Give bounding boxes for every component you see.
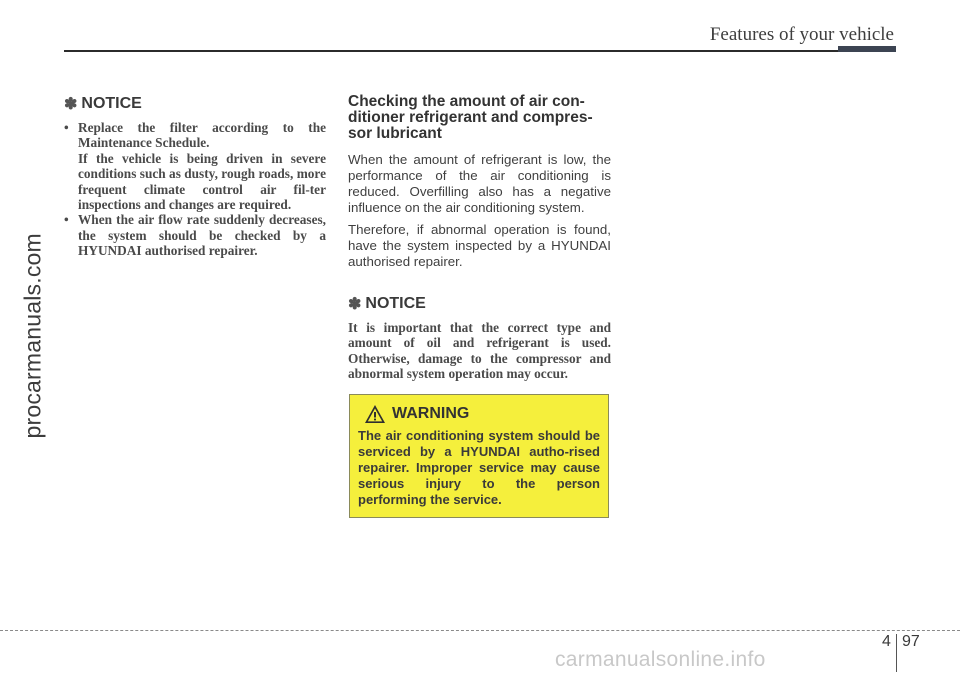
page-divider <box>896 634 897 672</box>
warning-heading <box>364 404 600 424</box>
list-item <box>64 212 326 258</box>
section-title: Checking the amount of air con-ditioner refrigerant and compres-sor lubricant <box>348 93 593 142</box>
bullet-icon: • <box>64 120 69 135</box>
bullet-text: If the vehicle is being driven in severe conditions such as dusty, rough roads, more frequent climate control air fil-ter inspections and changes are required. <box>78 150 326 213</box>
middle-column <box>348 94 611 382</box>
warning-triangle-icon <box>364 404 386 424</box>
bullet-icon: • <box>64 212 69 228</box>
spacer <box>348 276 611 294</box>
header-rule <box>64 50 839 52</box>
warning-title: WARNING <box>392 405 470 422</box>
left-notice-heading <box>64 94 326 114</box>
left-column <box>64 94 326 259</box>
warning-text: The air conditioning system should be serviced by a HYUNDAI autho-rised repairer. Improper service may cause serious injury to the person performing the service. <box>358 428 600 507</box>
notice-star-icon: ✽ <box>64 96 78 113</box>
bottom-watermark: carmanualsonline.info <box>555 648 766 671</box>
list-item <box>64 120 326 212</box>
section-paragraph: When the amount of refrigerant is low, the performance of the air conditioning is reduced. Overfilling also has a negative influence on the air conditioning system. <box>348 152 611 215</box>
section-paragraph: Therefore, if abnormal operation is found, have the system inspected by a HYUNDAI authorised repairer. <box>348 222 611 269</box>
mid-notice-heading <box>348 294 611 314</box>
footer-rule <box>0 630 960 631</box>
mid-notice-title: NOTICE <box>365 295 426 312</box>
warning-box <box>349 394 609 518</box>
header-tab-bar <box>838 46 896 52</box>
page-number: 97 <box>902 633 920 650</box>
bullet-text: When the air flow rate suddenly decreases, the system should be checked by a HYUNDAI authorised repairer. <box>78 212 326 259</box>
page-header-title: Features of your vehicle <box>709 24 894 45</box>
mid-notice-text: It is important that the correct type and amount of oil and refrigerant is used. Otherwise, damage to the compressor and abnormal system operation may occur. <box>348 320 611 382</box>
bullet-text: Replace the filter according to the Maintenance Schedule. <box>78 120 326 151</box>
left-notice-list <box>64 120 326 259</box>
chapter-number: 4 <box>882 633 891 650</box>
left-notice-title: NOTICE <box>81 95 142 112</box>
notice-star-icon: ✽ <box>348 296 362 313</box>
side-watermark: procarmanuals.com <box>19 233 46 439</box>
